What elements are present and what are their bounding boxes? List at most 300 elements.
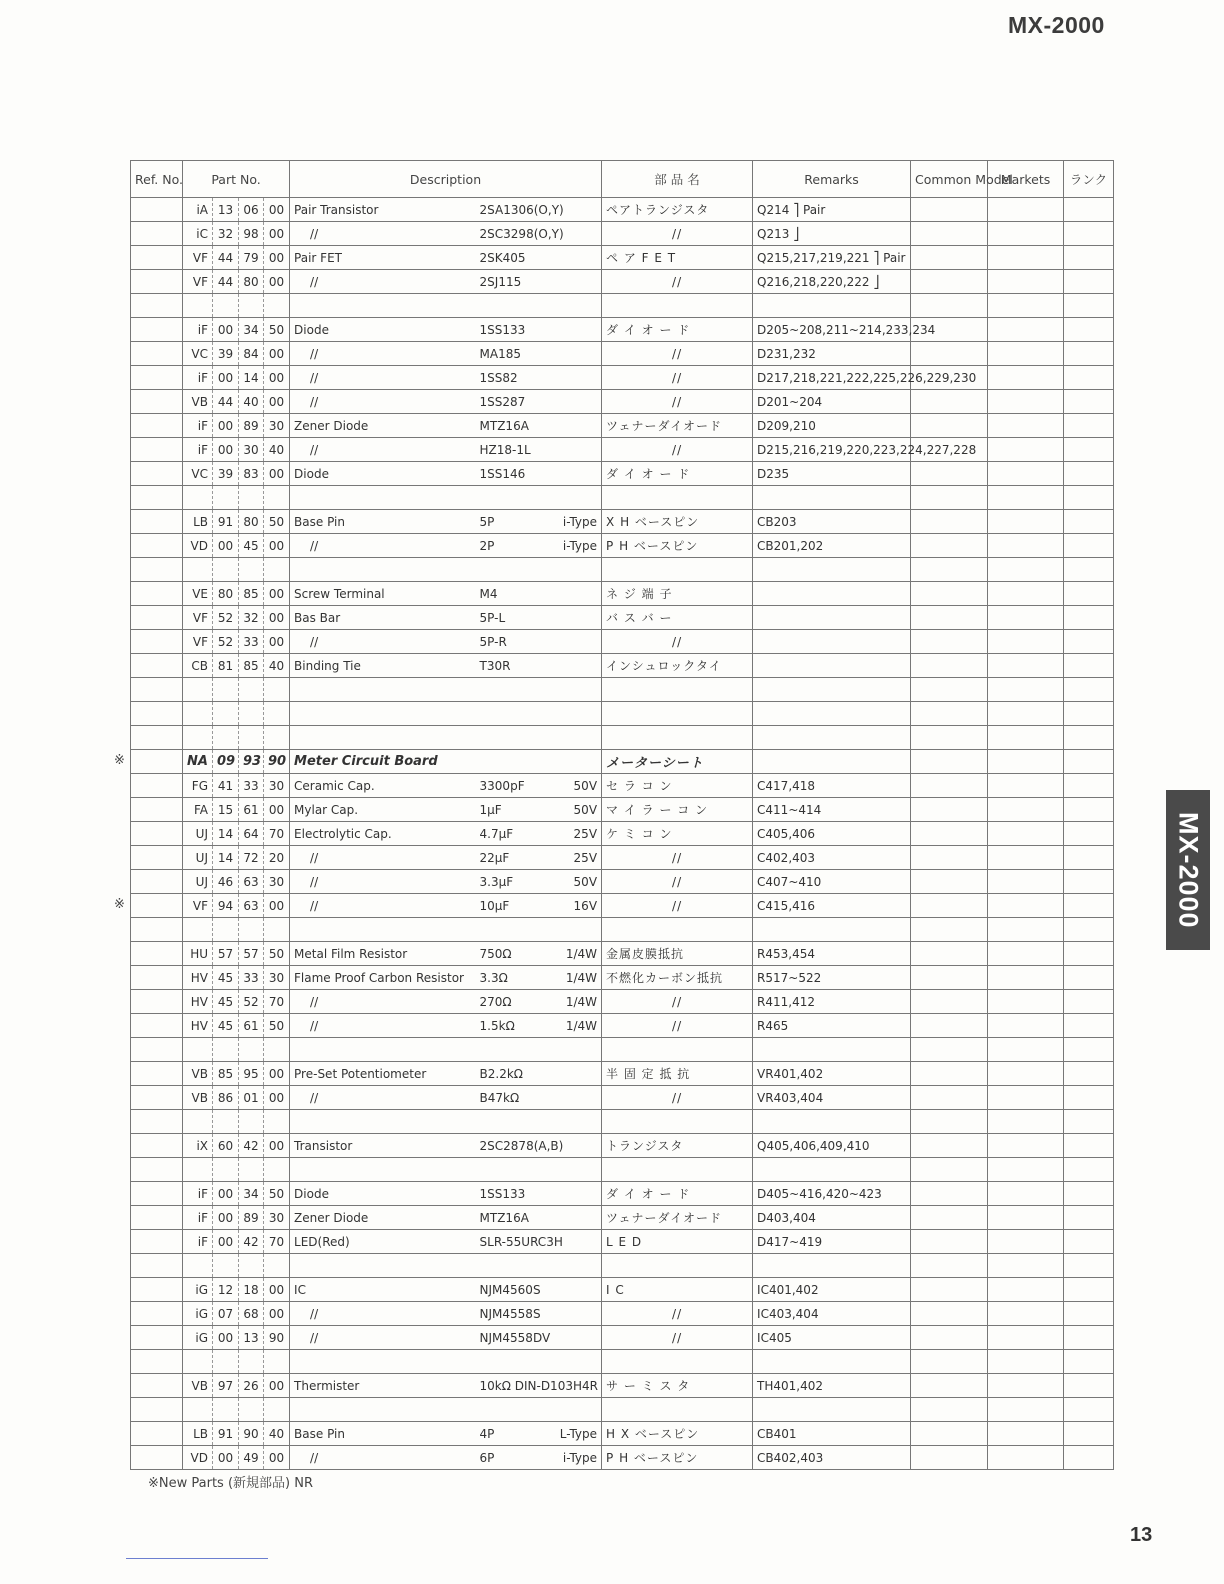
spec-value-cell: [556, 582, 602, 606]
common-model-cell: [911, 942, 988, 966]
part-seg-1: 94: [213, 894, 239, 918]
common-model-cell: [911, 1422, 988, 1446]
part-prefix: UJ: [183, 822, 213, 846]
spec-cell: NJM4558S: [476, 1302, 556, 1326]
table-row: [131, 846, 1114, 870]
markets-cell: [988, 534, 1064, 558]
ref-cell: [131, 1182, 183, 1206]
markets-cell: [988, 486, 1064, 510]
part-name-jp-cell: //: [602, 366, 753, 390]
ref-cell: [131, 774, 183, 798]
part-prefix: HV: [183, 1014, 213, 1038]
table-row: [131, 870, 1114, 894]
part-seg-1: [213, 1398, 239, 1422]
description-cell: Pair FET: [290, 246, 476, 270]
description-cell: //: [290, 630, 476, 654]
common-model-cell: [911, 582, 988, 606]
markets-cell: [988, 1158, 1064, 1182]
table-row: [131, 270, 1114, 294]
markets-cell: [988, 702, 1064, 726]
description-cell: //: [290, 894, 476, 918]
part-seg-2: [239, 486, 264, 510]
common-model-cell: [911, 1254, 988, 1278]
part-prefix: [183, 558, 213, 582]
spec-cell: [476, 486, 556, 510]
common-model-cell: [911, 894, 988, 918]
rank-cell: [1064, 726, 1114, 750]
col-part-no: Part No.: [183, 161, 290, 198]
rank-cell: [1064, 702, 1114, 726]
table-row: [131, 750, 1114, 774]
table-row: [131, 990, 1114, 1014]
common-model-cell: [911, 990, 988, 1014]
common-model-cell: [911, 702, 988, 726]
common-model-cell: [911, 726, 988, 750]
description-cell: Electrolytic Cap.: [290, 822, 476, 846]
part-seg-1: 00: [213, 1326, 239, 1350]
description-cell: [290, 1158, 476, 1182]
part-seg-1: 44: [213, 390, 239, 414]
remarks-cell: Q405,406,409,410: [753, 1134, 911, 1158]
side-model-tab: [1166, 790, 1210, 950]
description-cell: //: [290, 1014, 476, 1038]
remarks-cell: IC405: [753, 1326, 911, 1350]
part-name-jp-cell: //: [602, 1302, 753, 1326]
remarks-cell: [753, 1038, 911, 1062]
part-seg-3: 00: [264, 366, 290, 390]
common-model-cell: [911, 1374, 988, 1398]
ref-cell: [131, 1278, 183, 1302]
part-seg-3: 00: [264, 630, 290, 654]
part-name-jp-cell: メーターシート: [602, 750, 753, 774]
ref-cell: [131, 390, 183, 414]
markets-cell: [988, 1398, 1064, 1422]
spec-value-cell: [556, 1278, 602, 1302]
part-name-jp-cell: [602, 1158, 753, 1182]
description-cell: //: [290, 1326, 476, 1350]
spec-cell: 2SJ115: [476, 270, 556, 294]
part-seg-3: 50: [264, 1014, 290, 1038]
spec-value-cell: [556, 390, 602, 414]
part-seg-1: 15: [213, 798, 239, 822]
description-cell: Diode: [290, 1182, 476, 1206]
part-prefix: VF: [183, 246, 213, 270]
common-model-cell: [911, 390, 988, 414]
spec-value-cell: [556, 678, 602, 702]
description-cell: [290, 1350, 476, 1374]
part-seg-1: 97: [213, 1374, 239, 1398]
common-model-cell: [911, 1062, 988, 1086]
table-row: [131, 390, 1114, 414]
part-seg-2: 34: [239, 318, 264, 342]
part-prefix: VB: [183, 1062, 213, 1086]
common-model-cell: [911, 1230, 988, 1254]
common-model-cell: [911, 414, 988, 438]
col-description: Description: [290, 161, 602, 198]
markets-cell: [988, 1350, 1064, 1374]
part-seg-2: 80: [239, 270, 264, 294]
spec-cell: 1SS146: [476, 462, 556, 486]
model-name-header: MX-2000: [1008, 12, 1105, 38]
part-seg-2: [239, 678, 264, 702]
remarks-cell: R411,412: [753, 990, 911, 1014]
remarks-cell: CB201,202: [753, 534, 911, 558]
part-name-jp-cell: マ イ ラ ー コ ン: [602, 798, 753, 822]
remarks-cell: IC401,402: [753, 1278, 911, 1302]
col-rank: ランク: [1064, 161, 1114, 198]
part-seg-3: 00: [264, 462, 290, 486]
part-seg-1: 39: [213, 342, 239, 366]
col-part-name-jp: 部 品 名: [602, 161, 753, 198]
table-row: [131, 702, 1114, 726]
spec-value-cell: [556, 318, 602, 342]
part-name-jp-cell: [602, 702, 753, 726]
table-row: [131, 558, 1114, 582]
part-seg-2: 32: [239, 606, 264, 630]
markets-cell: [988, 990, 1064, 1014]
part-seg-2: 34: [239, 1182, 264, 1206]
table-row: [131, 198, 1114, 222]
table-row: [131, 414, 1114, 438]
remarks-cell: [753, 1398, 911, 1422]
part-seg-1: [213, 702, 239, 726]
spec-value-cell: [556, 246, 602, 270]
description-cell: Pre-Set Potentiometer: [290, 1062, 476, 1086]
rank-cell: [1064, 1326, 1114, 1350]
rank-cell: [1064, 1230, 1114, 1254]
part-name-jp-cell: ネ ジ 端 子: [602, 582, 753, 606]
markets-cell: [988, 1326, 1064, 1350]
remarks-cell: C407~410: [753, 870, 911, 894]
description-cell: Screw Terminal: [290, 582, 476, 606]
spec-cell: [476, 1350, 556, 1374]
part-seg-3: 00: [264, 894, 290, 918]
link-underline: [126, 1558, 268, 1559]
markets-cell: [988, 1422, 1064, 1446]
spec-cell: 2SC2878(A,B): [476, 1134, 556, 1158]
part-prefix: [183, 1158, 213, 1182]
ref-cell: [131, 342, 183, 366]
description-cell: [290, 294, 476, 318]
part-prefix: iF: [183, 414, 213, 438]
remarks-cell: [753, 654, 911, 678]
markets-cell: [988, 342, 1064, 366]
common-model-cell: [911, 1302, 988, 1326]
part-seg-2: 61: [239, 1014, 264, 1038]
part-seg-3: 40: [264, 438, 290, 462]
part-seg-3: 50: [264, 942, 290, 966]
markets-cell: [988, 1302, 1064, 1326]
part-name-jp-cell: バ ス バ ー: [602, 606, 753, 630]
part-seg-3: 70: [264, 1230, 290, 1254]
part-seg-1: [213, 1038, 239, 1062]
rank-cell: [1064, 294, 1114, 318]
rank-cell: [1064, 1398, 1114, 1422]
spec-value-cell: [556, 654, 602, 678]
spec-cell: 4.7μF: [476, 822, 556, 846]
ref-cell: [131, 1062, 183, 1086]
part-seg-3: [264, 726, 290, 750]
remarks-cell: [753, 678, 911, 702]
table-row: [131, 918, 1114, 942]
rank-cell: [1064, 822, 1114, 846]
ref-cell: [131, 654, 183, 678]
part-prefix: iX: [183, 1134, 213, 1158]
part-seg-2: 14: [239, 366, 264, 390]
remarks-cell: D231,232: [753, 342, 911, 366]
part-prefix: [183, 486, 213, 510]
markets-cell: [988, 198, 1064, 222]
spec-cell: HZ18-1L: [476, 438, 556, 462]
part-name-jp-cell: //: [602, 342, 753, 366]
spec-cell: 1SS133: [476, 318, 556, 342]
markets-cell: [988, 1086, 1064, 1110]
common-model-cell: [911, 846, 988, 870]
description-cell: LED(Red): [290, 1230, 476, 1254]
part-seg-2: 13: [239, 1326, 264, 1350]
table-row: [131, 1254, 1114, 1278]
ref-cell: [131, 1350, 183, 1374]
common-model-cell: [911, 1038, 988, 1062]
spec-value-cell: [556, 294, 602, 318]
part-seg-2: 45: [239, 534, 264, 558]
ref-cell: [131, 1254, 183, 1278]
spec-value-cell: [556, 1038, 602, 1062]
common-model-cell: [911, 1086, 988, 1110]
table-row: [131, 678, 1114, 702]
part-seg-2: 89: [239, 414, 264, 438]
table-row: [131, 582, 1114, 606]
description-cell: [290, 702, 476, 726]
ref-cell: [131, 942, 183, 966]
markets-cell: [988, 414, 1064, 438]
remarks-cell: [753, 1254, 911, 1278]
part-seg-3: 50: [264, 318, 290, 342]
part-seg-1: 57: [213, 942, 239, 966]
spec-value-cell: [556, 1398, 602, 1422]
rank-cell: [1064, 1182, 1114, 1206]
remarks-cell: [753, 702, 911, 726]
part-name-jp-cell: X H ベースピン: [602, 510, 753, 534]
rank-cell: [1064, 774, 1114, 798]
part-seg-2: 42: [239, 1230, 264, 1254]
common-model-cell: [911, 246, 988, 270]
spec-value-cell: [556, 1182, 602, 1206]
rank-cell: [1064, 870, 1114, 894]
ref-cell: [131, 438, 183, 462]
part-prefix: VF: [183, 270, 213, 294]
description-cell: Metal Film Resistor: [290, 942, 476, 966]
description-cell: //: [290, 366, 476, 390]
table-row: [131, 966, 1114, 990]
new-part-mark: ※: [114, 753, 125, 768]
rank-cell: [1064, 1206, 1114, 1230]
part-seg-2: [239, 1110, 264, 1134]
rank-cell: [1064, 1110, 1114, 1134]
part-seg-1: 07: [213, 1302, 239, 1326]
part-seg-2: 40: [239, 390, 264, 414]
table-row: [131, 1158, 1114, 1182]
spec-value-cell: i-Type: [556, 534, 602, 558]
markets-cell: [988, 270, 1064, 294]
part-prefix: [183, 726, 213, 750]
spec-cell: [476, 678, 556, 702]
part-name-jp-cell: [602, 1350, 753, 1374]
part-seg-3: 00: [264, 342, 290, 366]
markets-cell: [988, 1110, 1064, 1134]
spec-cell: 6P: [476, 1446, 556, 1470]
part-seg-3: 70: [264, 990, 290, 1014]
description-cell: //: [290, 222, 476, 246]
common-model-cell: [911, 918, 988, 942]
remarks-cell: D215,216,219,220,223,224,227,228: [753, 438, 911, 462]
remarks-cell: [753, 918, 911, 942]
part-seg-3: 00: [264, 390, 290, 414]
part-seg-2: [239, 1038, 264, 1062]
spec-cell: 10μF: [476, 894, 556, 918]
rank-cell: [1064, 318, 1114, 342]
spec-value-cell: 1/4W: [556, 966, 602, 990]
part-name-jp-cell: //: [602, 438, 753, 462]
remarks-cell: VR403,404: [753, 1086, 911, 1110]
remarks-cell: [753, 1350, 911, 1374]
rank-cell: [1064, 510, 1114, 534]
part-seg-2: [239, 702, 264, 726]
markets-cell: [988, 774, 1064, 798]
spec-value-cell: [556, 1062, 602, 1086]
part-name-jp-cell: ペアトランジスタ: [602, 198, 753, 222]
part-prefix: HU: [183, 942, 213, 966]
common-model-cell: [911, 798, 988, 822]
table-row: [131, 1326, 1114, 1350]
spec-value-cell: 1/4W: [556, 942, 602, 966]
spec-value-cell: [556, 414, 602, 438]
table-row: [131, 222, 1114, 246]
part-name-jp-cell: [602, 558, 753, 582]
part-name-jp-cell: I C: [602, 1278, 753, 1302]
part-name-jp-cell: ツェナーダイオード: [602, 1206, 753, 1230]
spec-value-cell: [556, 1302, 602, 1326]
part-seg-2: 98: [239, 222, 264, 246]
ref-cell: [131, 1326, 183, 1350]
description-cell: Mylar Cap.: [290, 798, 476, 822]
ref-cell: [131, 870, 183, 894]
markets-cell: [988, 1038, 1064, 1062]
part-prefix: [183, 1038, 213, 1062]
remarks-cell: R465: [753, 1014, 911, 1038]
table-row: [131, 1206, 1114, 1230]
remarks-cell: CB402,403: [753, 1446, 911, 1470]
rank-cell: [1064, 966, 1114, 990]
part-prefix: iF: [183, 1206, 213, 1230]
ref-cell: [131, 1110, 183, 1134]
spec-cell: 750Ω: [476, 942, 556, 966]
part-prefix: iF: [183, 1182, 213, 1206]
remarks-cell: [753, 558, 911, 582]
part-seg-1: 00: [213, 534, 239, 558]
part-seg-1: 86: [213, 1086, 239, 1110]
rank-cell: [1064, 990, 1114, 1014]
part-prefix: VB: [183, 390, 213, 414]
remarks-cell: [753, 1158, 911, 1182]
col-ref-no: Ref. No.: [131, 161, 183, 198]
part-name-jp-cell: //: [602, 390, 753, 414]
description-cell: Diode: [290, 318, 476, 342]
common-model-cell: [911, 750, 988, 774]
spec-value-cell: i-Type: [556, 510, 602, 534]
part-prefix: iG: [183, 1302, 213, 1326]
spec-value-cell: [556, 270, 602, 294]
rank-cell: [1064, 894, 1114, 918]
spec-value-cell: [556, 438, 602, 462]
markets-cell: [988, 750, 1064, 774]
remarks-cell: D217,218,221,222,225,226,229,230: [753, 366, 911, 390]
part-seg-1: 00: [213, 438, 239, 462]
remarks-cell: Q213 ⎦: [753, 222, 911, 246]
rank-cell: [1064, 798, 1114, 822]
description-cell: Base Pin: [290, 1422, 476, 1446]
spec-cell: [476, 918, 556, 942]
part-seg-1: 85: [213, 1062, 239, 1086]
markets-cell: [988, 1182, 1064, 1206]
remarks-cell: CB401: [753, 1422, 911, 1446]
common-model-cell: [911, 1350, 988, 1374]
rank-cell: [1064, 1158, 1114, 1182]
ref-cell: [131, 918, 183, 942]
part-name-jp-cell: ダ イ オ ー ド: [602, 1182, 753, 1206]
table-row: [131, 1110, 1114, 1134]
common-model-cell: [911, 1110, 988, 1134]
description-cell: Transistor: [290, 1134, 476, 1158]
part-seg-2: 01: [239, 1086, 264, 1110]
spec-cell: 2SA1306(O,Y): [476, 198, 556, 222]
part-seg-3: [264, 918, 290, 942]
part-seg-1: 52: [213, 630, 239, 654]
part-name-jp-cell: //: [602, 894, 753, 918]
table-row: [131, 1182, 1114, 1206]
part-prefix: [183, 1350, 213, 1374]
part-seg-1: 32: [213, 222, 239, 246]
part-seg-3: [264, 1254, 290, 1278]
parts-list-table: [130, 160, 1114, 1470]
ref-cell: [131, 822, 183, 846]
part-seg-1: 09: [213, 750, 239, 774]
part-prefix: VE: [183, 582, 213, 606]
new-parts-footnote: ※New Parts (新規部品) NR: [148, 1476, 313, 1491]
part-seg-3: [264, 1158, 290, 1182]
ref-cell: [131, 486, 183, 510]
part-name-jp-cell: ダ イ オ ー ド: [602, 462, 753, 486]
markets-cell: [988, 630, 1064, 654]
part-name-jp-cell: //: [602, 870, 753, 894]
ref-cell: [131, 1134, 183, 1158]
rank-cell: [1064, 1038, 1114, 1062]
rank-cell: [1064, 342, 1114, 366]
spec-value-cell: 50V: [556, 798, 602, 822]
table-row: [131, 486, 1114, 510]
ref-cell: [131, 558, 183, 582]
remarks-cell: VR401,402: [753, 1062, 911, 1086]
part-seg-2: 64: [239, 822, 264, 846]
description-cell: Flame Proof Carbon Resistor: [290, 966, 476, 990]
spec-value-cell: [556, 486, 602, 510]
markets-cell: [988, 1278, 1064, 1302]
part-name-jp-cell: P H ベースピン: [602, 1446, 753, 1470]
rank-cell: [1064, 390, 1114, 414]
spec-value-cell: [556, 1326, 602, 1350]
part-prefix: VB: [183, 1086, 213, 1110]
markets-cell: [988, 1254, 1064, 1278]
